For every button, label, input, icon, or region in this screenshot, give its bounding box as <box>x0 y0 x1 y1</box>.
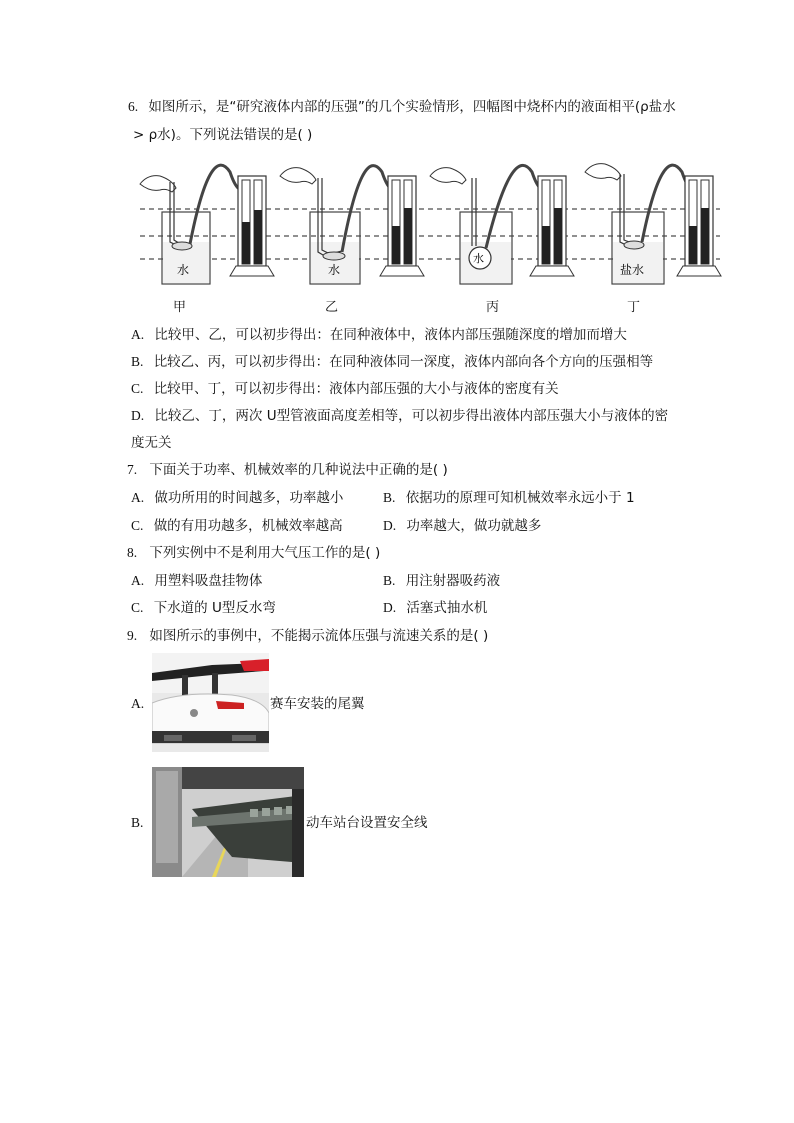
train-platform-photo <box>152 767 304 877</box>
q9-stem: 9. 如图所示的事例中，不能揭示流体压强与流速关系的是( ) <box>127 628 489 644</box>
q9-option-b-text: 动车站台设置安全线 <box>306 815 428 831</box>
q6-stem-line2: > ρ水)。下列说法错误的是( ) <box>133 127 313 143</box>
q6-option-c: C. 比较甲、丁，可以初步得出：液体内部压强的大小与液体的密度有关 <box>131 381 559 397</box>
q7-option-b: B. 依据功的原理可知机械效率永远小于 1 <box>383 490 635 506</box>
q8-option-b: B. 用注射器吸药液 <box>383 573 501 589</box>
ding-beaker-label: 盐水 <box>620 263 645 277</box>
q6-option-a: A. 比较甲、乙，可以初步得出：在同种液体中，液体内部压强随深度的增加而增大 <box>131 327 627 343</box>
q8-option-a: A. 用塑料吸盘挂物体 <box>131 573 263 589</box>
q9-option-a-text: 赛车安装的尾翼 <box>270 696 365 712</box>
q7-option-c: C. 做的有用功越多，机械效率越高 <box>131 518 343 534</box>
q8-stem: 8. 下列实例中不是利用大气压工作的是( ) <box>127 545 381 561</box>
q6-option-d-cont: 度无关 <box>131 435 172 451</box>
q6-experiment-figure <box>130 152 725 317</box>
q7-option-a: A. 做功所用的时间越多，功率越小 <box>131 490 344 506</box>
caption-yi: 乙 <box>325 300 339 315</box>
setup-bing <box>430 165 574 284</box>
q6-number: 6. <box>128 99 139 114</box>
q7-option-d: D. 功率越大，做功就越多 <box>383 518 542 534</box>
yi-beaker-label: 水 <box>328 263 341 277</box>
caption-bing: 丙 <box>486 300 500 315</box>
q8-option-d: D. 活塞式抽水机 <box>383 600 488 616</box>
caption-ding: 丁 <box>627 300 641 315</box>
setup-jia <box>140 165 274 284</box>
q9-option-b-letter: B. <box>131 815 144 830</box>
q8-option-c: C. 下水道的 U型反水弯 <box>131 600 276 616</box>
q6-stem-line1 <box>128 98 676 116</box>
q9-option-a-letter: A. <box>131 696 145 711</box>
caption-jia: 甲 <box>173 300 187 315</box>
setup-yi <box>280 166 424 284</box>
q6-option-d: D. 比较乙、丁，两次 U型管液面高度差相等，可以初步得出液体内部压强大小与液体的密 <box>131 408 669 424</box>
setup-ding <box>585 164 721 284</box>
q7-stem: 7. 下面关于功率、机械效率的几种说法中正确的是( ) <box>127 462 448 478</box>
race-car-spoiler-photo <box>152 653 269 752</box>
jia-beaker-label: 水 <box>177 263 190 277</box>
q6-stem-text: 如图所示，是“研究液体内部的压强”的几个实验情形，四幅图中烧杯内的液面相平(ρ盐水 <box>148 99 676 115</box>
q6-option-b: B. 比较乙、丙，可以初步得出：在同种液体同一深度，液体内部向各个方向的压强相等 <box>131 354 654 370</box>
bing-beaker-label: 水 <box>473 252 484 265</box>
